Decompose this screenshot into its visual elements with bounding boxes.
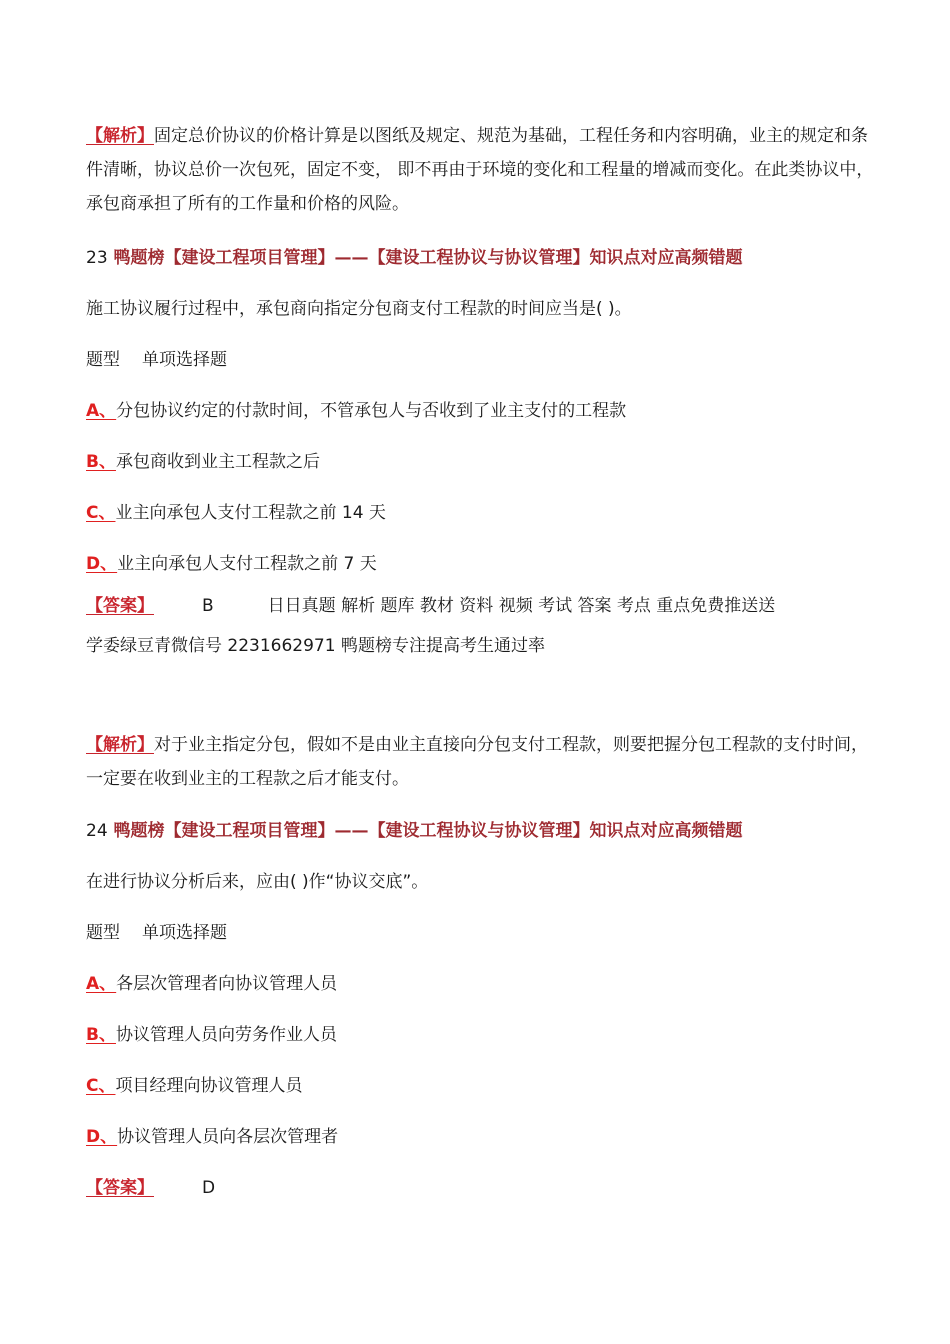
option-a [86, 967, 876, 1001]
analysis-tag: 【解析】 [86, 126, 154, 146]
answer-value: B [202, 596, 214, 616]
option-text: 各层次管理者向协议管理人员 [116, 974, 338, 994]
option-letter: C、 [86, 503, 116, 523]
answer-row-23 [86, 589, 876, 623]
answer-tag: 【答案】 [86, 1178, 154, 1198]
question-number: 24 [86, 821, 108, 841]
analysis-text: 固定总价协议的价格计算是以图纸及规定、规范为基础，工程任务和内容明确，业主的规定和条件清晰，协议总价一次包死，固定不变， 即不再由于环境的变化和工程量的增减而变化。在此类协议中，承包商承担了所有的工作量和价格的风险。 [86, 126, 874, 214]
option-text: 协议管理人员向各层次管理者 [117, 1127, 339, 1147]
option-text: 业主向承包人支付工程款之前 7 天 [117, 554, 377, 574]
option-d [86, 547, 876, 581]
answer-tag: 【答案】 [86, 596, 154, 616]
question-heading-text: 鸭题榜【建设工程项目管理】——【建设工程协议与协议管理】知识点对应高频错题 [113, 248, 743, 268]
question-type-label: 题型 [86, 350, 120, 370]
answer-value: D [202, 1178, 216, 1198]
option-a [86, 394, 876, 428]
question-stem-23: 施工协议履行过程中，承包商向指定分包商支付工程款的时间应当是( )。 [86, 299, 632, 319]
analysis-tag: 【解析】 [86, 735, 154, 755]
question-type-value: 单项选择题 [142, 350, 227, 370]
question-type-24 [86, 916, 876, 950]
option-letter: D、 [86, 1127, 118, 1147]
option-letter: A、 [86, 401, 117, 421]
option-letter: D、 [86, 554, 118, 574]
option-text: 分包协议约定的付款时间，不管承包人与否收到了业主支付的工程款 [116, 401, 627, 421]
q22-analysis [86, 119, 876, 221]
question-heading-24 [86, 814, 876, 848]
answer-row-24 [86, 1171, 876, 1205]
question-type-label: 题型 [86, 923, 120, 943]
question-number: 23 [86, 248, 108, 268]
option-letter: A、 [86, 974, 117, 994]
question-type-value: 单项选择题 [142, 923, 227, 943]
question-heading-23 [86, 241, 876, 275]
analysis-text: 对于业主指定分包，假如不是由业主直接向分包支付工程款，则要把握分包工程款的支付时间，一定要在收到业主的工程款之后才能支付。 [86, 735, 868, 789]
promo-text-line2: 学委绿豆青微信号 2231662971 鸭题榜专注提高考生通过率 [86, 636, 545, 656]
option-text: 项目经理向协议管理人员 [115, 1076, 303, 1096]
option-letter: C、 [86, 1076, 116, 1096]
question-type-23 [86, 343, 876, 377]
question-heading-text: 鸭题榜【建设工程项目管理】——【建设工程协议与协议管理】知识点对应高频错题 [113, 821, 743, 841]
option-letter: B、 [86, 452, 116, 472]
option-d [86, 1120, 876, 1154]
q23-analysis [86, 728, 876, 796]
question-stem-24: 在进行协议分析后来，应由( )作“协议交底”。 [86, 872, 429, 892]
option-text: 承包商收到业主工程款之后 [115, 452, 320, 472]
option-text: 业主向承包人支付工程款之前 14 天 [115, 503, 386, 523]
option-c [86, 1069, 876, 1103]
option-text: 协议管理人员向劳务作业人员 [115, 1025, 337, 1045]
option-letter: B、 [86, 1025, 116, 1045]
promo-text: 日日真题 解析 题库 教材 资料 视频 考试 答案 考点 重点免费推送送 [267, 596, 776, 616]
option-b [86, 445, 876, 479]
option-c [86, 496, 876, 530]
option-b [86, 1018, 876, 1052]
